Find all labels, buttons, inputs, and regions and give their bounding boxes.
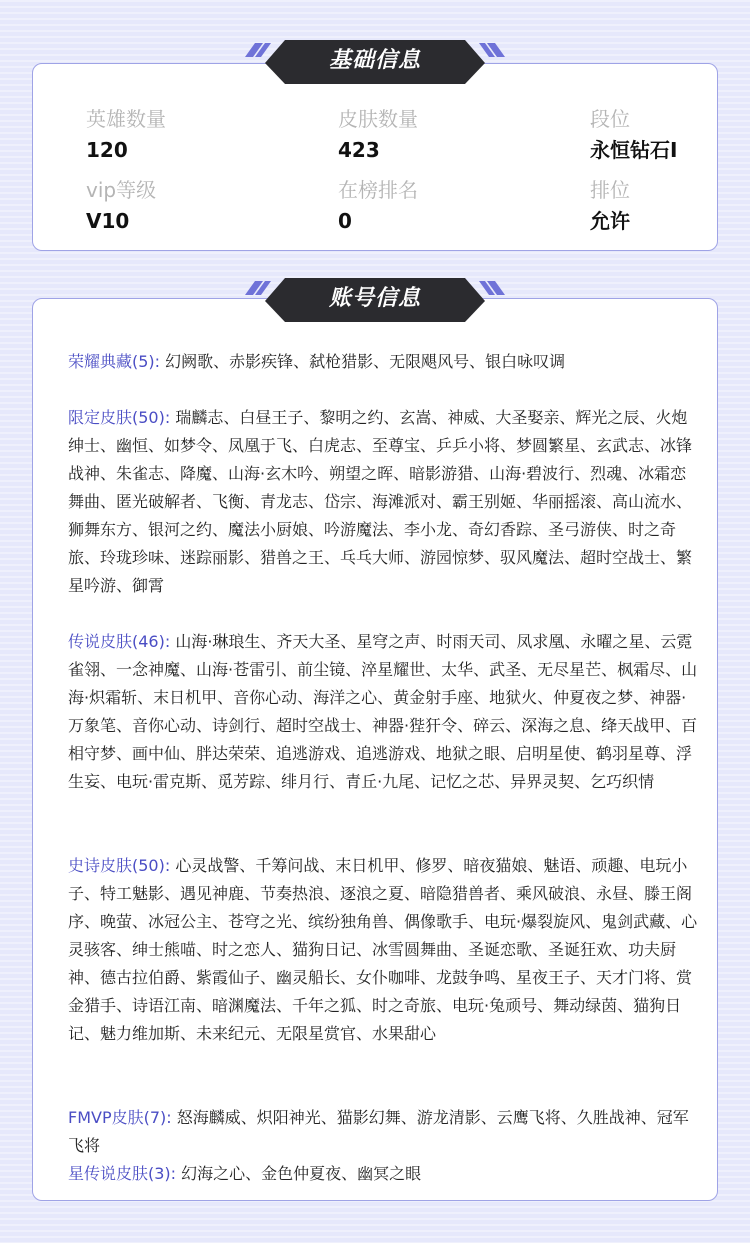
- section-epic-skins: [68, 852, 698, 1048]
- stat-value: 120: [86, 138, 128, 162]
- section-items: 怒海麟威、炽阳神光、猫影幻舞、游龙清影、云鹰飞将、久胜战神、冠军飞将: [68, 1108, 689, 1155]
- stat-value: V10: [86, 209, 130, 233]
- section-legend-skins: [68, 628, 698, 796]
- section-glory-collection: [68, 348, 698, 376]
- stat-value: 永恒钻石I: [590, 138, 678, 162]
- stat-vip-level: [86, 177, 156, 234]
- account-info-title: 账号信息: [328, 286, 421, 311]
- stat-label: vip等级: [86, 178, 157, 202]
- stat-leaderboard-rank: [338, 177, 418, 234]
- account-info-header: [245, 275, 505, 325]
- stat-ranked-allowed: [590, 177, 630, 234]
- section-items: 山海·琳琅生、齐天大圣、星穹之声、时雨天司、凤求凰、永曜之星、云霓雀翎、一念神魔、山海·苍雷引、前尘镜、淬星耀世、太华、武圣、无尽星芒、枫霜尽、山海·炽霜斩、末日机甲、音你心动、海洋之心、黄金射手座、地狱火、仲夏夜之梦、神器·万象笔、音你心动、诗剑行、超时空战士、神器·狴犴令、碎云、深海之息、绛天战甲、百相守梦、画中仙、胖达荣荣、追逃游戏、追逃游戏、地狱之眼、启明星使、鹤羽星尊、浮生妄、电玩·雷克斯、觅芳踪、绯月行、青丘·九尾、记忆之芯、异界灵契、乞巧织情: [68, 632, 698, 791]
- stat-label: 排位: [590, 178, 630, 202]
- stat-label: 皮肤数量: [338, 107, 418, 131]
- section-title: 传说皮肤(46):: [68, 632, 171, 651]
- section-title: 限定皮肤(50):: [68, 408, 171, 427]
- stat-hero-count: [86, 106, 166, 163]
- stat-value: 0: [338, 209, 352, 233]
- section-limited-skins: [68, 404, 698, 600]
- basic-info-title: 基础信息: [328, 48, 421, 73]
- section-items: 幻阙歌、赤影疾锋、弑枪猎影、无限飓风号、银白咏叹调: [165, 352, 566, 371]
- section-title: 荣耀典藏(5):: [68, 352, 161, 371]
- section-fmvp-skins: [68, 1104, 698, 1160]
- section-title: 史诗皮肤(50):: [68, 856, 171, 875]
- section-star-legend-skins: [68, 1160, 698, 1188]
- stat-skin-count: [338, 106, 418, 163]
- stat-label: 英雄数量: [86, 107, 166, 131]
- stat-value: 允许: [590, 209, 630, 233]
- stat-rank-tier: [590, 106, 677, 163]
- section-title: FMVP皮肤(7):: [68, 1108, 172, 1127]
- stat-label: 在榜排名: [338, 178, 418, 202]
- section-items: 瑞麟志、白昼王子、黎明之约、玄嵩、神威、大圣娶亲、辉光之辰、火炮绅士、幽恒、如梦令、凤凰于飞、白虎志、至尊宝、乒乒小将、梦圆繁星、玄武志、冰锋战神、朱雀志、降魔、山海·玄木吟、朔望之晖、暗影游猎、山海·碧波行、烈魂、冰霜恋舞曲、匿光破解者、飞衡、青龙志、岱宗、海滩派对、霸王别姬、华丽摇滚、高山流水、狮舞东方、银河之约、魔法小厨娘、吟游魔法、李小龙、奇幻香踪、圣弓游侠、时之奇旅、玲珑珍味、迷踪丽影、猎兽之王、乓乓大师、游园惊梦、驭风魔法、超时空战士、繁星吟游、御霄: [68, 408, 693, 595]
- section-title: 星传说皮肤(3):: [68, 1164, 177, 1183]
- stat-label: 段位: [590, 107, 630, 131]
- basic-info-header: [245, 37, 505, 87]
- section-items: 幻海之心、金色仲夏夜、幽冥之眼: [181, 1164, 422, 1183]
- section-items: 心灵战警、千筹问战、末日机甲、修罗、暗夜猫娘、魅语、顽趣、电玩小子、特工魅影、遇见神鹿、节奏热浪、逐浪之夏、暗隐猎兽者、乘风破浪、永昼、滕王阁序、晚萤、冰冠公主、苍穹之光、缤纷独角兽、偶像歌手、电玩·爆裂旋风、鬼剑武藏、心灵骇客、绅士熊喵、时之恋人、猫狗日记、冰雪圆舞曲、圣诞恋歌、圣诞狂欢、功夫厨神、德古拉伯爵、紫霞仙子、幽灵船长、女仆咖啡、龙鼓争鸣、星夜王子、天才门将、赏金猎手、诗语江南、暗渊魔法、千年之狐、时之奇旅、电玩·兔顽号、舞动绿茵、猫狗日记、魅力维加斯、未来纪元、无限星赏官、水果甜心: [68, 856, 698, 1043]
- stat-value: 423: [338, 138, 380, 162]
